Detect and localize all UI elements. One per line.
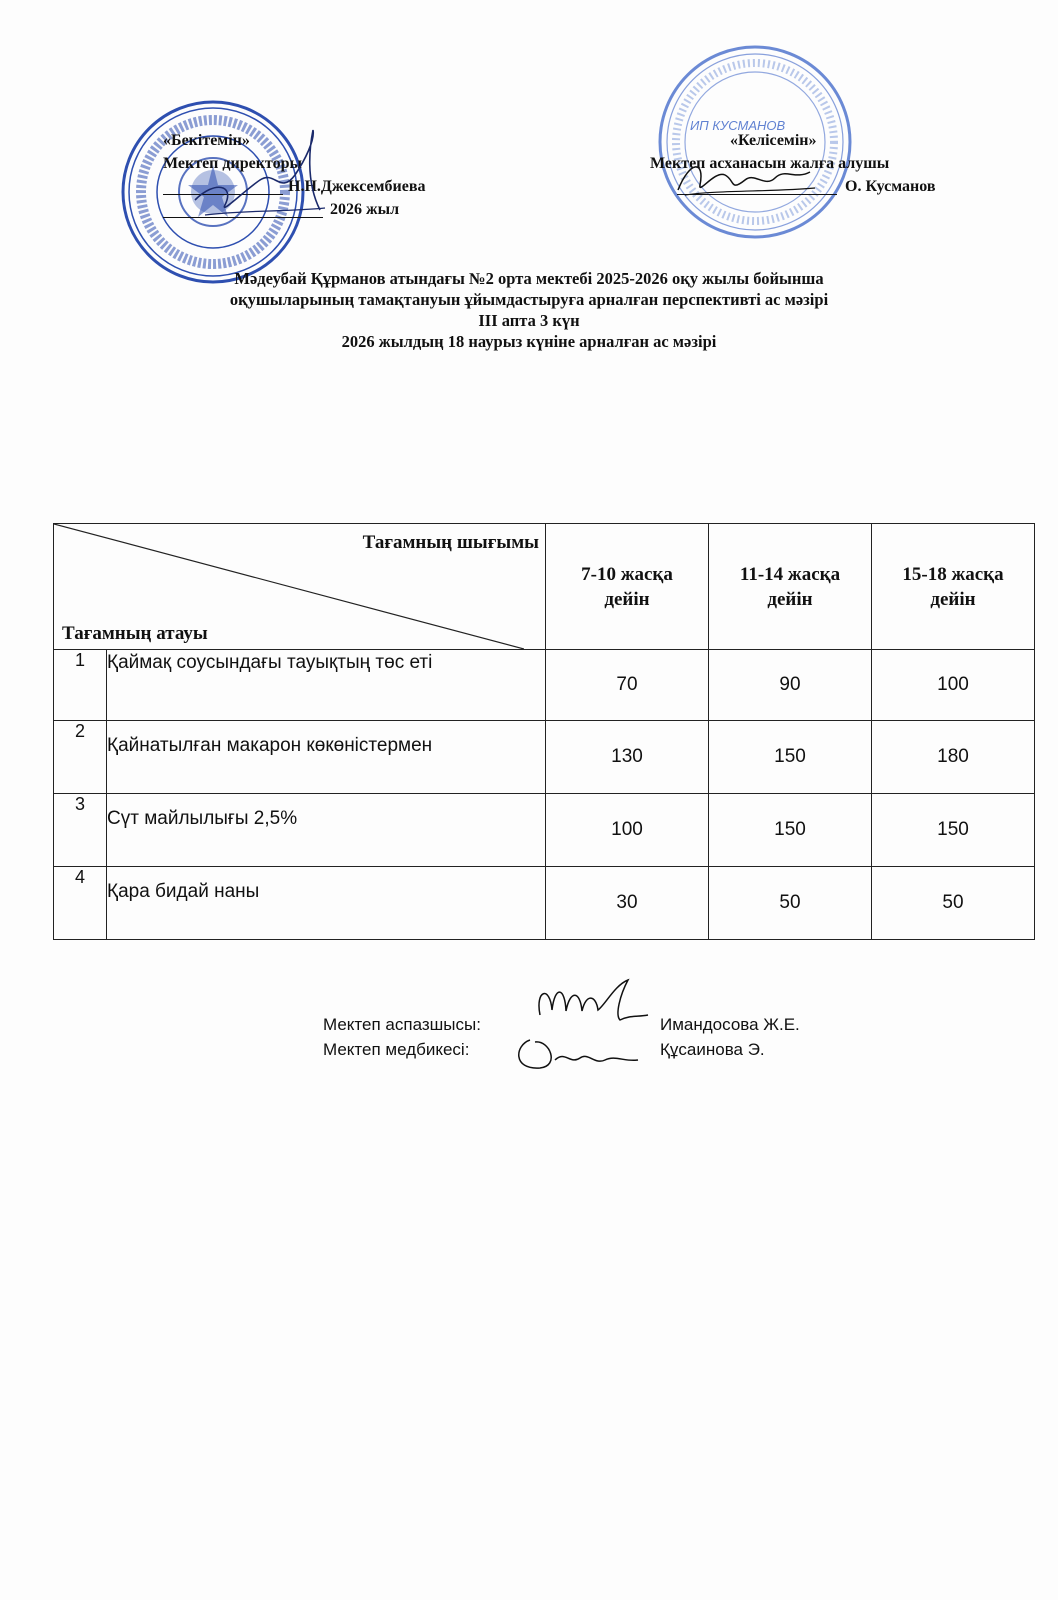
row-number: 3 <box>54 794 107 867</box>
approval-right-name: О. Кусманов <box>845 178 936 195</box>
table-corner-cell <box>54 524 546 650</box>
dish-name: Сүт майлылығы 2,5% <box>107 794 546 867</box>
dish-name: Қайнатылған макарон көкөністермен <box>107 721 546 794</box>
portion-7-10: 100 <box>546 794 709 867</box>
dish-name: Қаймақ соусындағы тауықтың төс еті <box>107 650 546 721</box>
portion-11-14: 150 <box>709 794 872 867</box>
cook-name: Имандосова Ж.Е. <box>660 1015 800 1034</box>
table-row <box>54 650 1035 721</box>
cook-role: Мектеп аспазшысы: <box>323 1015 481 1034</box>
row-number: 1 <box>54 650 107 721</box>
nurse-signature <box>510 1030 640 1080</box>
approval-left-name: Н.Н.Джексембиева <box>288 178 426 195</box>
portion-7-10: 130 <box>546 721 709 794</box>
dish-name: Қара бидай наны <box>107 867 546 940</box>
approval-right-role: Мектеп асханасын жалға алушы <box>650 155 890 172</box>
cook-signature <box>520 975 650 1035</box>
director-signature <box>185 120 335 230</box>
table-header-row <box>54 524 1035 650</box>
title-line-1: Мәдеубай Құрманов атындағы №2 орта мектебі 2025-2026 оқу жылы бойынша <box>234 269 824 288</box>
portion-7-10: 70 <box>546 650 709 721</box>
column-header-11-14: 11-14 жасқа дейін <box>709 524 872 650</box>
portion-15-18: 180 <box>872 721 1035 794</box>
column-header-15-18: 15-18 жасқа дейін <box>872 524 1035 650</box>
table-row <box>54 794 1035 867</box>
document-title <box>0 268 1058 352</box>
portion-15-18: 150 <box>872 794 1035 867</box>
contractor-signature <box>670 150 820 205</box>
approval-left-date: 2026 жыл <box>330 201 400 218</box>
portion-11-14: 50 <box>709 867 872 940</box>
row-number: 4 <box>54 867 107 940</box>
approval-left-role: Мектеп директоры <box>163 155 302 172</box>
menu-table <box>53 523 1035 940</box>
portion-15-18: 50 <box>872 867 1035 940</box>
corner-top-label: Тағамның шығымы <box>362 532 539 553</box>
approval-left-label: «Бекітемін» <box>163 132 250 149</box>
nurse-name: Құсаинова Э. <box>660 1040 765 1059</box>
portion-15-18: 100 <box>872 650 1035 721</box>
title-line-4: 2026 жылдың 18 наурыз күніне арналған ас мәзірі <box>341 332 717 351</box>
portion-11-14: 150 <box>709 721 872 794</box>
nurse-role: Мектеп медбикесі: <box>323 1040 470 1059</box>
corner-bottom-label: Тағамның атауы <box>62 623 208 644</box>
title-line-2: оқушыларының тамақтануын ұйымдастыруға арналған перспективті ас мәзірі <box>229 290 829 309</box>
portion-11-14: 90 <box>709 650 872 721</box>
table-row <box>54 721 1035 794</box>
approval-right-label: «Келісемін» <box>730 132 817 149</box>
column-header-7-10: 7-10 жасқа дейін <box>546 524 709 650</box>
table-row <box>54 867 1035 940</box>
row-number: 2 <box>54 721 107 794</box>
stamp-text: ИП КУСМАНОВ <box>690 118 786 133</box>
title-line-3: ІІІ апта 3 күн <box>478 311 580 330</box>
portion-7-10: 30 <box>546 867 709 940</box>
